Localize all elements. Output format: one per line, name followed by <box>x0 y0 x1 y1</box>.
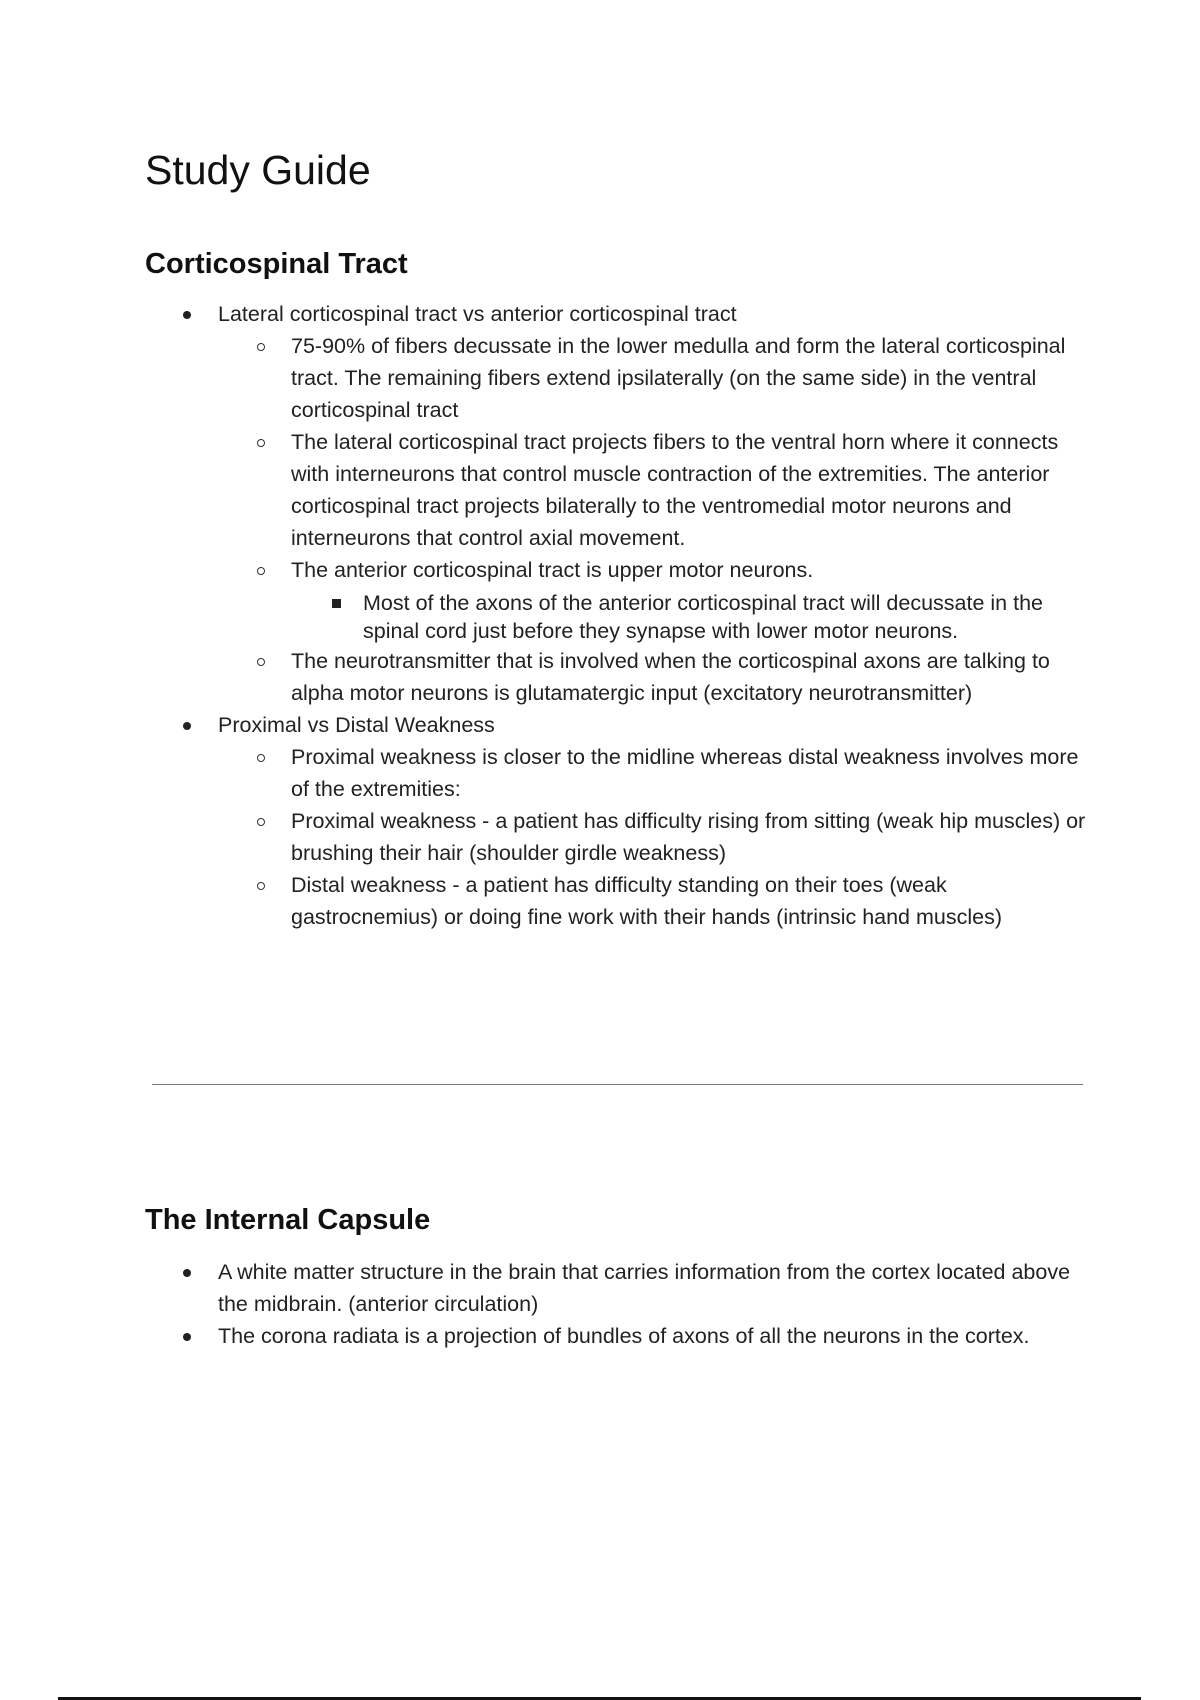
list-item: The lateral corticospinal tract projects fibers to the ventral horn where it connects with interneurons that control muscle contraction of the extremities. The anterior corticospinal tract projects bilaterally to the ventromedial motor neurons and interneurons that control axial movement. <box>0 426 1091 554</box>
document-title: Study Guide <box>145 147 371 193</box>
square-bullet-icon <box>332 599 341 608</box>
circle-bullet-icon <box>257 658 265 666</box>
list-item: Proximal weakness is closer to the midline whereas distal weakness involves more of the extremities: <box>0 741 1091 805</box>
bullet-icon <box>183 1333 191 1341</box>
internal-capsule-list <box>0 1256 1200 1352</box>
circle-bullet-icon <box>257 567 265 575</box>
list-item: A white matter structure in the brain that carries information from the cortex located above the midbrain. (anterior circulation) <box>0 1256 1098 1320</box>
list-item: 75-90% of fibers decussate in the lower medulla and form the lateral corticospinal tract. The remaining fibers extend ipsilaterally (on the same side) in the ventral corticospinal tract <box>0 330 1091 426</box>
section-heading-corticospinal: Corticospinal Tract <box>145 248 408 280</box>
bullet-icon <box>183 722 191 730</box>
bullet-icon <box>183 1269 191 1277</box>
list-item: Most of the axons of the anterior corticospinal tract will decussate in the spinal cord just before they synapse with lower motor neurons. <box>0 589 1098 645</box>
list-item: Lateral corticospinal tract vs anterior corticospinal tract <box>0 298 1098 330</box>
corticospinal-list <box>0 298 1200 933</box>
circle-bullet-icon <box>257 818 265 826</box>
list-item: The corona radiata is a projection of bundles of axons of all the neurons in the cortex. <box>0 1320 1098 1352</box>
circle-bullet-icon <box>257 439 265 447</box>
circle-bullet-icon <box>257 882 265 890</box>
list-item: The neurotransmitter that is involved when the corticospinal axons are talking to alpha motor neurons is glutamatergic input (excitatory neurotransmitter) <box>0 645 1091 709</box>
list-item: Proximal weakness - a patient has difficulty rising from sitting (weak hip muscles) or brushing their hair (shoulder girdle weakness) <box>0 805 1091 869</box>
section-heading-internal-capsule: The Internal Capsule <box>145 1204 431 1236</box>
circle-bullet-icon <box>257 343 265 351</box>
list-item: Distal weakness - a patient has difficulty standing on their toes (weak gastrocnemius) or doing fine work with their hands (intrinsic hand muscles) <box>0 869 1091 933</box>
list-item: The anterior corticospinal tract is upper motor neurons. <box>0 554 1091 586</box>
bullet-icon <box>183 311 191 319</box>
circle-bullet-icon <box>257 754 265 762</box>
list-item: Proximal vs Distal Weakness <box>0 709 1098 741</box>
horizontal-divider <box>152 1084 1083 1085</box>
